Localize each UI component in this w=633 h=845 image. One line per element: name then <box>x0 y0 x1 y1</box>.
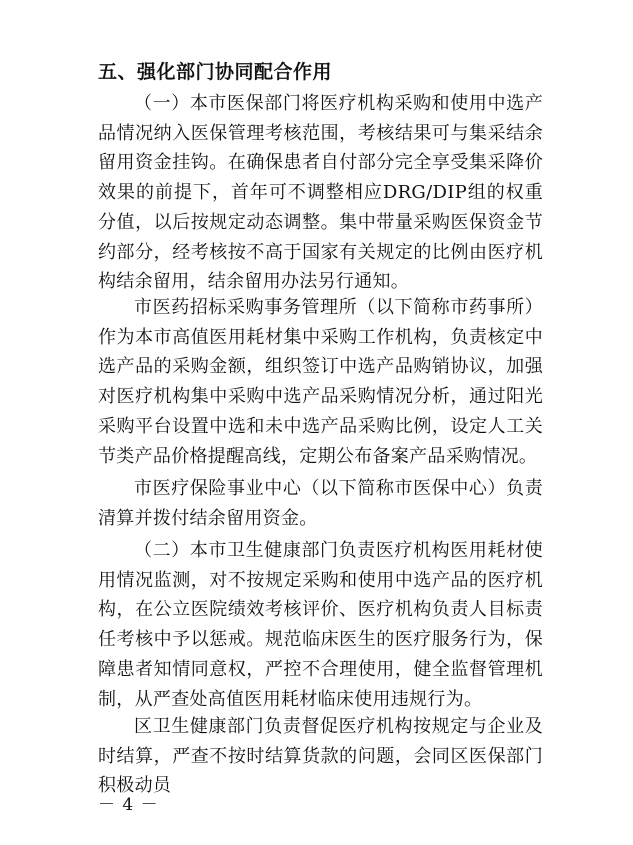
paragraph-4: （二）本市卫生健康部门负责医疗机构医用耗材使用情况监测，对不按规定采购和使用中选产品的医疗机构，在公立医院绩效考核评价、医疗机构负责人目标责任考核中予以惩戒。规范临床医生的医疗服务行为，保障患者知情同意权，严控不合理使用，健全监督管理机制，从严查处高值医用耗材临床使用违规行为。 <box>98 540 543 710</box>
paragraph-3: 市医疗保险事业中心（以下简称市医保中心）负责清算并拨付结余留用资金。 <box>98 478 543 529</box>
section-heading: 五、强化部门协同配合作用 <box>98 61 333 83</box>
paragraph-2: 市医药招标采购事务管理所（以下简称市药事所）作为本市高值医用耗材集中采购工作机构，负责核定中选产品的采购金额，组织签订中选产品购销协议，加强对医疗机构集中采购中选产品采购情况分析，通过阳光采购平台设置中选和未中选产品采购比例，设定人工关节类产品价格提醒高线，定期公布备案产品采购情况。 <box>98 297 543 467</box>
page-number: － 4 － <box>98 795 159 815</box>
paragraph-5: 区卫生健康部门负责督促医疗机构按规定与企业及时结算，严查不按时结算货款的问题，会同区医保部门积极动员 <box>98 716 543 797</box>
paragraph-1: （一）本市医保部门将医疗机构采购和使用中选产品情况纳入医保管理考核范围，考核结果可与集采结余留用资金挂钩。在确保患者自付部分完全享受集采降价效果的前提下，首年可不调整相应DRG/DIP组的权重分值，以后按规定动态调整。集中带量采购医保资金节约部分，经考核按不高于国家有关规定的比例由医疗机构结余留用，结余留用办法另行通知。 <box>98 93 543 293</box>
